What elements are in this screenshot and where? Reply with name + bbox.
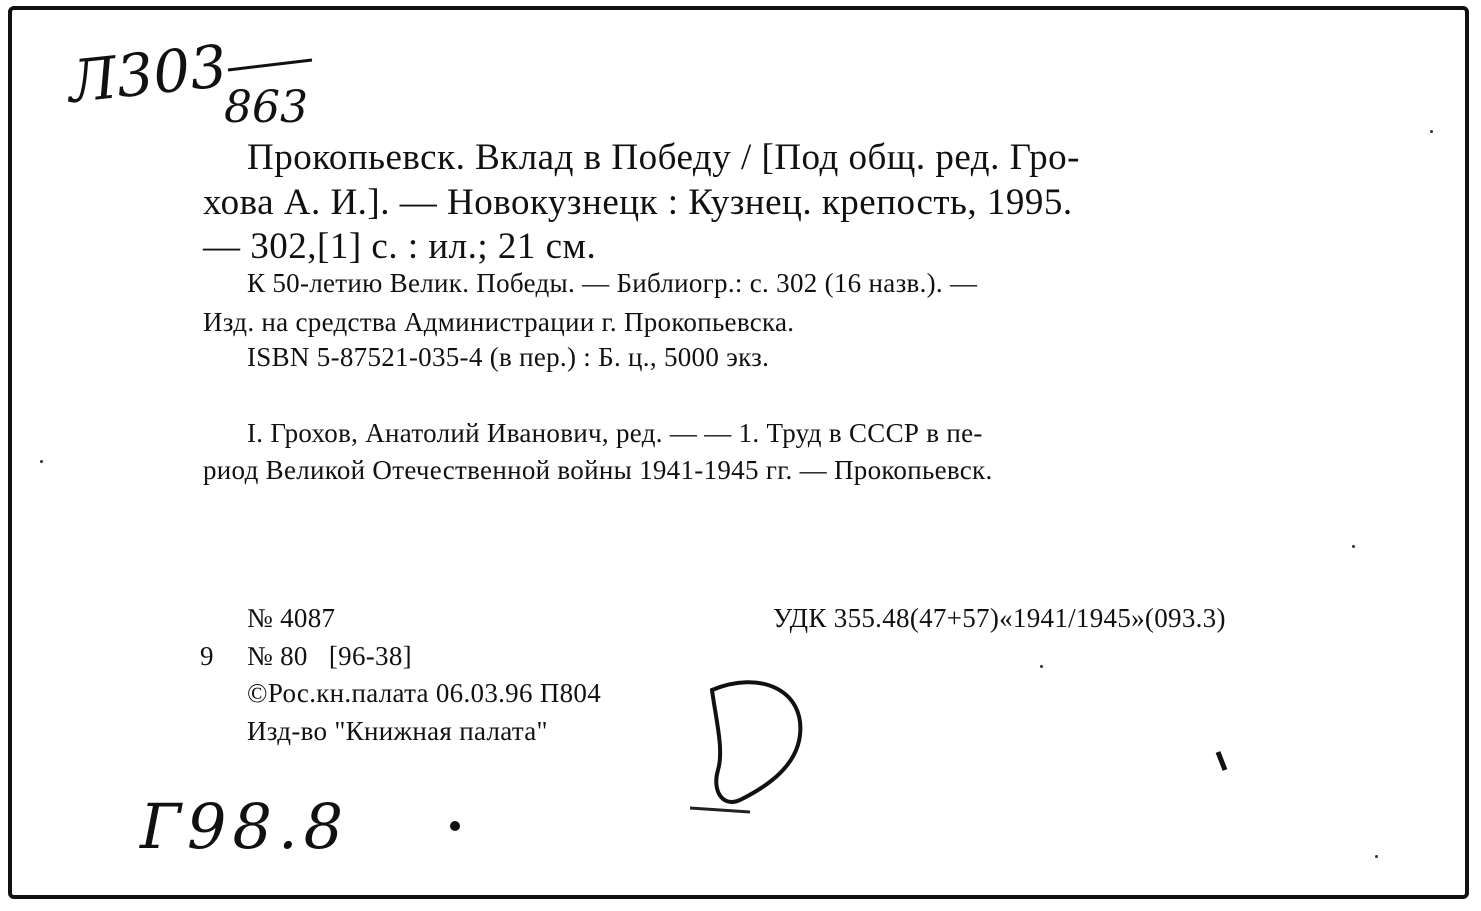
tracing-line-2: риод Великой Отечественной войны 1941-1945 гг. — Прокопьевск. xyxy=(203,455,993,485)
shelfmark-bottom: Г98.8 xyxy=(140,790,350,863)
speck xyxy=(1430,130,1433,133)
footer-prefix-9: 9 xyxy=(200,641,214,671)
shelfmark-top-right: 863 xyxy=(224,82,308,133)
entry-line-2: хова А. И.]. — Новокузнецк : Кузнец. крепость, 1995. xyxy=(203,182,1073,223)
speck xyxy=(1375,855,1378,858)
note-line-3: ISBN 5-87521-035-4 (в пер.) : Б. ц., 5000 экз. xyxy=(247,342,770,372)
speck xyxy=(1352,545,1355,548)
shelfmark-top-left: Л303 xyxy=(64,31,231,117)
note-line-1: К 50-летию Велик. Победы. — Библиогр.: с. 302 (16 назв.). — xyxy=(247,268,978,298)
pencil-tick xyxy=(1218,752,1225,770)
pencil-stroke xyxy=(690,808,750,812)
note-line-2: Изд. на средства Администрации г. Прокопьевска. xyxy=(203,307,795,337)
footer-number-1: № 4087 xyxy=(247,603,336,633)
entry-line-1: Прокопьевск. Вклад в Победу / [Под общ. ред. Гро- xyxy=(247,137,1081,178)
speck xyxy=(40,460,43,463)
entry-line-3: — 302,[1] с. : ил.; 21 см. xyxy=(203,226,597,267)
speck xyxy=(1040,665,1043,668)
footer-publisher: Изд-во "Книжная палата" xyxy=(247,716,548,746)
footer-udc: УДК 355.48(47+57)«1941/1945»(093.3) xyxy=(773,603,1226,633)
shelfmark-overline xyxy=(228,60,312,70)
footer-number-2: № 80 [96-38] xyxy=(247,641,412,671)
footer-copyright: ©Рос.кн.палата 06.03.96 П804 xyxy=(247,678,602,708)
pencil-loop-mark xyxy=(712,682,800,802)
ink-dot xyxy=(450,821,460,831)
tracing-line-1: I. Грохов, Анатолий Иванович, ред. — — 1. Труд в СССР в пе- xyxy=(247,418,983,448)
